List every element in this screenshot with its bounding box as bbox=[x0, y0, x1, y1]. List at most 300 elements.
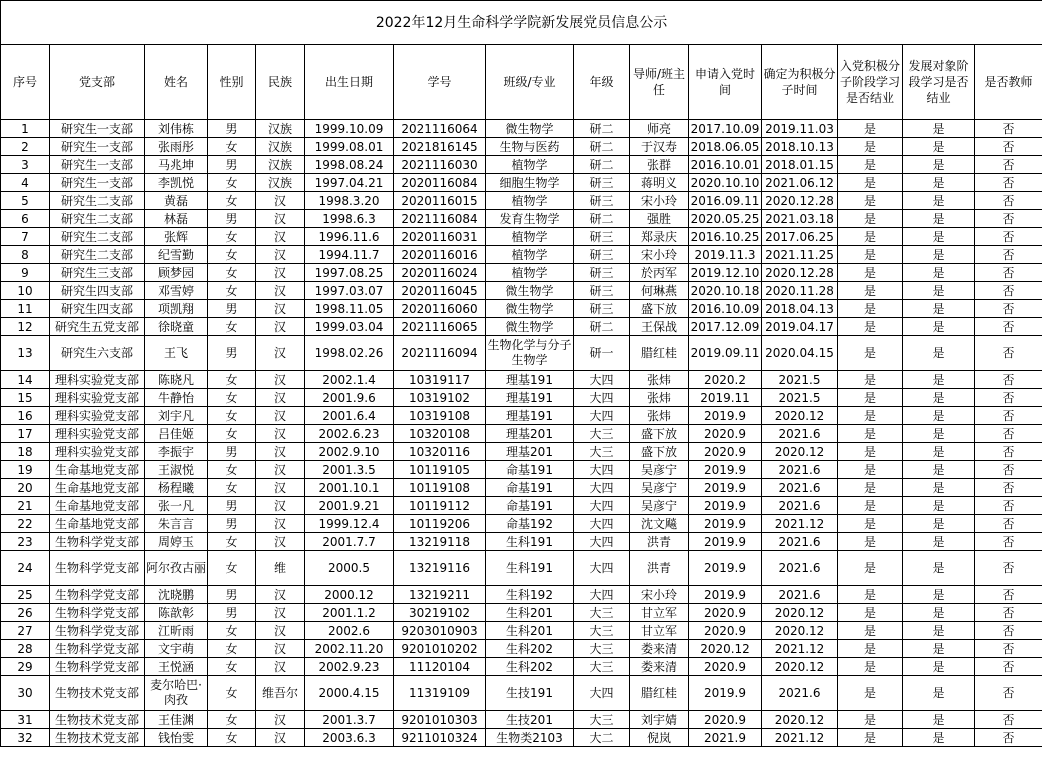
table-cell: 汉 bbox=[256, 586, 305, 604]
table-cell: 甘立军 bbox=[630, 604, 689, 622]
table-cell: 顾梦园 bbox=[145, 264, 208, 282]
table-cell: 9203010903 bbox=[394, 622, 486, 640]
table-row bbox=[1, 246, 1042, 264]
table-cell: 1997.08.25 bbox=[305, 264, 394, 282]
table-cell: 大四 bbox=[574, 497, 630, 515]
table-cell: 10319102 bbox=[394, 389, 486, 407]
table-cell: 是 bbox=[903, 443, 975, 461]
table-cell: 2000.5 bbox=[305, 551, 394, 586]
table-cell: 汉 bbox=[256, 622, 305, 640]
table-row bbox=[1, 443, 1042, 461]
table-cell: 2019.9 bbox=[689, 586, 762, 604]
table-cell: 女 bbox=[208, 658, 256, 676]
table-cell: 生物科学党支部 bbox=[50, 533, 145, 551]
table-cell: 汉族 bbox=[256, 156, 305, 174]
table-cell: 汉 bbox=[256, 246, 305, 264]
table-cell: 陈晓凡 bbox=[145, 371, 208, 389]
table-cell: 否 bbox=[975, 586, 1042, 604]
table-cell: 研究生二支部 bbox=[50, 246, 145, 264]
table-cell: 2019.9 bbox=[689, 676, 762, 711]
table-cell: 是 bbox=[903, 389, 975, 407]
table-cell: 2000.4.15 bbox=[305, 676, 394, 711]
header-cell: 班级/专业 bbox=[486, 45, 574, 120]
table-cell: 汉 bbox=[256, 729, 305, 747]
table-cell: 否 bbox=[975, 551, 1042, 586]
table-cell: 2019.04.17 bbox=[762, 318, 838, 336]
header-cell: 年级 bbox=[574, 45, 630, 120]
table-cell: 汉 bbox=[256, 515, 305, 533]
table-cell: 2019.9 bbox=[689, 407, 762, 425]
table-cell: 研究生一支部 bbox=[50, 174, 145, 192]
table-cell: 研究生四支部 bbox=[50, 282, 145, 300]
table-cell: 汉族 bbox=[256, 120, 305, 138]
table-cell: 甘立军 bbox=[630, 622, 689, 640]
table-cell: 是 bbox=[838, 515, 903, 533]
table-cell: 王飞 bbox=[145, 336, 208, 371]
table-cell: 否 bbox=[975, 604, 1042, 622]
table-cell: 理基191 bbox=[486, 407, 574, 425]
table-row bbox=[1, 461, 1042, 479]
table-cell: 2020.12 bbox=[762, 407, 838, 425]
table-cell: 2016.09.11 bbox=[689, 192, 762, 210]
table-cell: 郑录庆 bbox=[630, 228, 689, 246]
table-cell: 生物科学党支部 bbox=[50, 658, 145, 676]
table-cell: 1999.12.4 bbox=[305, 515, 394, 533]
table-cell: 2021116084 bbox=[394, 210, 486, 228]
table-cell: 8 bbox=[1, 246, 50, 264]
table-cell: 是 bbox=[838, 407, 903, 425]
table-cell: 汉 bbox=[256, 640, 305, 658]
table-cell: 10319117 bbox=[394, 371, 486, 389]
table-cell: 9211010324 bbox=[394, 729, 486, 747]
table-cell: 否 bbox=[975, 407, 1042, 425]
table-cell: 生物类2103 bbox=[486, 729, 574, 747]
table-cell: 11 bbox=[1, 300, 50, 318]
table-cell: 2021.06.12 bbox=[762, 174, 838, 192]
table-cell: 刘宇婧 bbox=[630, 711, 689, 729]
table-cell: 10320116 bbox=[394, 443, 486, 461]
table-cell: 是 bbox=[903, 192, 975, 210]
table-cell: 是 bbox=[838, 551, 903, 586]
table-cell: 2021.6 bbox=[762, 676, 838, 711]
table-cell: 研究生一支部 bbox=[50, 138, 145, 156]
table-cell: 否 bbox=[975, 210, 1042, 228]
table-cell: 否 bbox=[975, 246, 1042, 264]
table-cell: 王佳渊 bbox=[145, 711, 208, 729]
table-cell: 于汉寿 bbox=[630, 138, 689, 156]
table-cell: 10320108 bbox=[394, 425, 486, 443]
table-cell: 否 bbox=[975, 711, 1042, 729]
table-cell: 是 bbox=[903, 282, 975, 300]
table-cell: 微生物学 bbox=[486, 282, 574, 300]
table-cell: 张雨彤 bbox=[145, 138, 208, 156]
table-cell: 是 bbox=[838, 622, 903, 640]
table-cell: 是 bbox=[903, 551, 975, 586]
table-cell: 是 bbox=[903, 533, 975, 551]
table-cell: 研二 bbox=[574, 318, 630, 336]
header-cell: 是否教师 bbox=[975, 45, 1042, 120]
table-cell: 2020.2 bbox=[689, 371, 762, 389]
table-cell: 汉族 bbox=[256, 138, 305, 156]
table-cell: 2020.12 bbox=[762, 622, 838, 640]
table-cell: 2020.9 bbox=[689, 425, 762, 443]
header-cell: 性别 bbox=[208, 45, 256, 120]
table-cell: 汉族 bbox=[256, 174, 305, 192]
table-cell: 男 bbox=[208, 210, 256, 228]
table-cell: 是 bbox=[903, 228, 975, 246]
table-cell: 生命基地党支部 bbox=[50, 479, 145, 497]
table-cell: 22 bbox=[1, 515, 50, 533]
table-cell: 汉 bbox=[256, 461, 305, 479]
table-cell: 是 bbox=[838, 497, 903, 515]
table-cell: 汉 bbox=[256, 192, 305, 210]
table-cell: 2 bbox=[1, 138, 50, 156]
table-cell: 生科202 bbox=[486, 658, 574, 676]
table-cell: 2020.11.28 bbox=[762, 282, 838, 300]
table-cell: 2021.12 bbox=[762, 729, 838, 747]
table-cell: 生科201 bbox=[486, 622, 574, 640]
table-cell: 2001.7.7 bbox=[305, 533, 394, 551]
table-cell: 否 bbox=[975, 622, 1042, 640]
table-cell: 文宇萌 bbox=[145, 640, 208, 658]
table-cell: 2001.9.6 bbox=[305, 389, 394, 407]
table-cell: 否 bbox=[975, 318, 1042, 336]
table-cell: 是 bbox=[838, 228, 903, 246]
table-cell: 是 bbox=[903, 676, 975, 711]
header-row bbox=[1, 45, 1042, 120]
table-cell: 强胜 bbox=[630, 210, 689, 228]
table-cell: 微生物学 bbox=[486, 300, 574, 318]
table-cell: 2021116094 bbox=[394, 336, 486, 371]
table-cell: 女 bbox=[208, 711, 256, 729]
table-cell: 1998.02.26 bbox=[305, 336, 394, 371]
table-cell: 倪岚 bbox=[630, 729, 689, 747]
table-cell: 大三 bbox=[574, 711, 630, 729]
table-cell: 吴彦宁 bbox=[630, 461, 689, 479]
table-cell: 9 bbox=[1, 264, 50, 282]
table-cell: 30 bbox=[1, 676, 50, 711]
table-cell: 13219116 bbox=[394, 551, 486, 586]
table-cell: 2020116015 bbox=[394, 192, 486, 210]
table-cell: 否 bbox=[975, 461, 1042, 479]
table-cell: 研一 bbox=[574, 336, 630, 371]
table-cell: 否 bbox=[975, 174, 1042, 192]
table-cell: 20 bbox=[1, 479, 50, 497]
table-cell: 刘宇凡 bbox=[145, 407, 208, 425]
table-cell: 15 bbox=[1, 389, 50, 407]
table-cell: 是 bbox=[903, 604, 975, 622]
table-cell: 2002.9.23 bbox=[305, 658, 394, 676]
table-cell: 汉 bbox=[256, 604, 305, 622]
table-cell: 大四 bbox=[574, 533, 630, 551]
table-cell: 1997.03.07 bbox=[305, 282, 394, 300]
table-cell: 研三 bbox=[574, 246, 630, 264]
table-cell: 19 bbox=[1, 461, 50, 479]
table-cell: 生物科学党支部 bbox=[50, 551, 145, 586]
table-row bbox=[1, 389, 1042, 407]
table-cell: 研究生二支部 bbox=[50, 228, 145, 246]
table-row bbox=[1, 174, 1042, 192]
table-cell: 2001.6.4 bbox=[305, 407, 394, 425]
table-cell: 细胞生物学 bbox=[486, 174, 574, 192]
table-cell: 腊红桂 bbox=[630, 336, 689, 371]
table-cell: 女 bbox=[208, 425, 256, 443]
table-cell: 盛下放 bbox=[630, 425, 689, 443]
table-cell: 命基191 bbox=[486, 479, 574, 497]
table-cell: 研三 bbox=[574, 174, 630, 192]
table-cell: 生命基地党支部 bbox=[50, 515, 145, 533]
table-cell: 腊红桂 bbox=[630, 676, 689, 711]
table-cell: 生物科学党支部 bbox=[50, 622, 145, 640]
table-cell: 2020.9 bbox=[689, 604, 762, 622]
table-cell: 发育生物学 bbox=[486, 210, 574, 228]
table-cell: 生物技术党支部 bbox=[50, 711, 145, 729]
table-cell: 2018.10.13 bbox=[762, 138, 838, 156]
table-cell: 男 bbox=[208, 497, 256, 515]
header-cell: 出生日期 bbox=[305, 45, 394, 120]
table-cell: 28 bbox=[1, 640, 50, 658]
table-cell: 9201010202 bbox=[394, 640, 486, 658]
table-cell: 生物化学与分子生物学 bbox=[486, 336, 574, 371]
table-cell: 2017.06.25 bbox=[762, 228, 838, 246]
table-cell: 2020.9 bbox=[689, 658, 762, 676]
table-cell: 25 bbox=[1, 586, 50, 604]
table-cell: 女 bbox=[208, 622, 256, 640]
table-cell: 汉 bbox=[256, 479, 305, 497]
table-cell: 研究生三支部 bbox=[50, 264, 145, 282]
table-cell: 2021.5 bbox=[762, 389, 838, 407]
table-cell: 研二 bbox=[574, 210, 630, 228]
table-cell: 女 bbox=[208, 264, 256, 282]
table-cell: 沈晓鹏 bbox=[145, 586, 208, 604]
table-cell: 2001.1.2 bbox=[305, 604, 394, 622]
table-cell: 2020.12 bbox=[762, 604, 838, 622]
table-cell: 宋小玲 bbox=[630, 192, 689, 210]
table-cell: 2002.6.23 bbox=[305, 425, 394, 443]
table-cell: 女 bbox=[208, 318, 256, 336]
table-cell: 2020.12 bbox=[762, 711, 838, 729]
table-cell: 大四 bbox=[574, 551, 630, 586]
table-cell: 汉 bbox=[256, 389, 305, 407]
table-cell: 2021.11.25 bbox=[762, 246, 838, 264]
table-cell: 2020.9 bbox=[689, 711, 762, 729]
table-row bbox=[1, 300, 1042, 318]
table-cell: 张一凡 bbox=[145, 497, 208, 515]
table-cell: 是 bbox=[838, 479, 903, 497]
table-cell: 大四 bbox=[574, 479, 630, 497]
table-cell: 研究生一支部 bbox=[50, 156, 145, 174]
table-cell: 10 bbox=[1, 282, 50, 300]
table-cell: 女 bbox=[208, 228, 256, 246]
table-cell: 生技191 bbox=[486, 676, 574, 711]
table-row bbox=[1, 120, 1042, 138]
table-cell: 2002.11.20 bbox=[305, 640, 394, 658]
table-cell: 18 bbox=[1, 443, 50, 461]
table-cell: 马兆坤 bbox=[145, 156, 208, 174]
table-cell: 17 bbox=[1, 425, 50, 443]
table-cell: 否 bbox=[975, 389, 1042, 407]
table-cell: 王保战 bbox=[630, 318, 689, 336]
table-cell: 汉 bbox=[256, 336, 305, 371]
table-cell: 刘伟栋 bbox=[145, 120, 208, 138]
table-cell: 2021116065 bbox=[394, 318, 486, 336]
table-cell: 是 bbox=[838, 729, 903, 747]
table-cell: 2021.9 bbox=[689, 729, 762, 747]
table-cell: 研二 bbox=[574, 120, 630, 138]
table-cell: 2021116030 bbox=[394, 156, 486, 174]
table-cell: 是 bbox=[903, 515, 975, 533]
table-cell: 1994.11.7 bbox=[305, 246, 394, 264]
table-cell: 植物学 bbox=[486, 246, 574, 264]
table-cell: 女 bbox=[208, 407, 256, 425]
table-cell: 命基191 bbox=[486, 497, 574, 515]
table-cell: 是 bbox=[903, 461, 975, 479]
table-cell: 是 bbox=[903, 407, 975, 425]
table-cell: 李振宇 bbox=[145, 443, 208, 461]
table-cell: 生命基地党支部 bbox=[50, 497, 145, 515]
table-cell: 盛下放 bbox=[630, 443, 689, 461]
table-cell: 1999.10.09 bbox=[305, 120, 394, 138]
table-cell: 生物科学党支部 bbox=[50, 640, 145, 658]
table-cell: 2020.04.15 bbox=[762, 336, 838, 371]
table-cell: 男 bbox=[208, 604, 256, 622]
header-cell: 民族 bbox=[256, 45, 305, 120]
table-cell: 2019.9 bbox=[689, 533, 762, 551]
table-cell: 生技201 bbox=[486, 711, 574, 729]
table-cell: 否 bbox=[975, 264, 1042, 282]
table-cell: 2020116060 bbox=[394, 300, 486, 318]
title-row bbox=[1, 1, 1042, 45]
table-cell: 4 bbox=[1, 174, 50, 192]
table-cell: 何琳燕 bbox=[630, 282, 689, 300]
table-cell: 是 bbox=[903, 622, 975, 640]
table-cell: 2018.06.05 bbox=[689, 138, 762, 156]
table-cell: 是 bbox=[838, 676, 903, 711]
table-cell: 女 bbox=[208, 192, 256, 210]
table-cell: 研究生二支部 bbox=[50, 192, 145, 210]
table-cell: 是 bbox=[903, 586, 975, 604]
table-cell: 生物与医药 bbox=[486, 138, 574, 156]
table-cell: 32 bbox=[1, 729, 50, 747]
table-cell: 是 bbox=[903, 425, 975, 443]
table-cell: 是 bbox=[903, 174, 975, 192]
table-cell: 命基191 bbox=[486, 461, 574, 479]
table-cell: 2020.12 bbox=[762, 658, 838, 676]
table-cell: 2019.9 bbox=[689, 497, 762, 515]
table-cell: 1 bbox=[1, 120, 50, 138]
table-cell: 是 bbox=[903, 336, 975, 371]
table-cell: 2017.12.09 bbox=[689, 318, 762, 336]
table-cell: 生物科学党支部 bbox=[50, 604, 145, 622]
table-cell: 汉 bbox=[256, 658, 305, 676]
table-cell: 女 bbox=[208, 479, 256, 497]
table-cell: 否 bbox=[975, 282, 1042, 300]
table-row bbox=[1, 156, 1042, 174]
table-cell: 钱怡雯 bbox=[145, 729, 208, 747]
table-cell: 是 bbox=[838, 461, 903, 479]
table-cell: 研三 bbox=[574, 228, 630, 246]
table-cell: 2016.10.01 bbox=[689, 156, 762, 174]
table-cell: 2019.9 bbox=[689, 515, 762, 533]
table-cell: 否 bbox=[975, 443, 1042, 461]
header-cell: 确定为积极分子时间 bbox=[762, 45, 838, 120]
table-cell: 男 bbox=[208, 336, 256, 371]
table-cell: 理基201 bbox=[486, 443, 574, 461]
table-row bbox=[1, 264, 1042, 282]
table-cell: 10119206 bbox=[394, 515, 486, 533]
table-cell: 生物技术党支部 bbox=[50, 676, 145, 711]
table-cell: 女 bbox=[208, 640, 256, 658]
table-cell: 宋小玲 bbox=[630, 246, 689, 264]
table-cell: 13219211 bbox=[394, 586, 486, 604]
table-cell: 是 bbox=[838, 318, 903, 336]
table-cell: 女 bbox=[208, 461, 256, 479]
table-cell: 江昕雨 bbox=[145, 622, 208, 640]
table-cell: 生科191 bbox=[486, 533, 574, 551]
table-cell: 27 bbox=[1, 622, 50, 640]
table-cell: 维吾尔 bbox=[256, 676, 305, 711]
table-cell: 2000.12 bbox=[305, 586, 394, 604]
table-cell: 否 bbox=[975, 371, 1042, 389]
table-cell: 是 bbox=[838, 264, 903, 282]
table-row bbox=[1, 676, 1042, 711]
table-cell: 2017.10.09 bbox=[689, 120, 762, 138]
table-cell: 是 bbox=[903, 711, 975, 729]
table-cell: 是 bbox=[838, 425, 903, 443]
table-cell: 研二 bbox=[574, 138, 630, 156]
table-cell: 否 bbox=[975, 658, 1042, 676]
table-cell: 理科实验党支部 bbox=[50, 389, 145, 407]
table-cell: 盛下放 bbox=[630, 300, 689, 318]
table-cell: 2019.11 bbox=[689, 389, 762, 407]
table-cell: 2021.6 bbox=[762, 425, 838, 443]
table-cell: 微生物学 bbox=[486, 318, 574, 336]
table-cell: 2001.10.1 bbox=[305, 479, 394, 497]
table-cell: 张炜 bbox=[630, 371, 689, 389]
table-cell: 命基192 bbox=[486, 515, 574, 533]
table-cell: 2020116084 bbox=[394, 174, 486, 192]
table-cell: 否 bbox=[975, 729, 1042, 747]
table-cell: 汉 bbox=[256, 407, 305, 425]
table-cell: 11120104 bbox=[394, 658, 486, 676]
table-cell: 是 bbox=[838, 210, 903, 228]
table-cell: 沈文飚 bbox=[630, 515, 689, 533]
table-cell: 否 bbox=[975, 300, 1042, 318]
table-cell: 13219118 bbox=[394, 533, 486, 551]
table-cell: 1998.3.20 bbox=[305, 192, 394, 210]
table-cell: 13 bbox=[1, 336, 50, 371]
table-cell: 1999.03.04 bbox=[305, 318, 394, 336]
table-cell: 否 bbox=[975, 120, 1042, 138]
table-cell: 2020.12 bbox=[762, 443, 838, 461]
table-cell: 1998.11.05 bbox=[305, 300, 394, 318]
table-cell: 2020.05.25 bbox=[689, 210, 762, 228]
table-cell: 大二 bbox=[574, 729, 630, 747]
table-cell: 1997.04.21 bbox=[305, 174, 394, 192]
table-cell: 否 bbox=[975, 228, 1042, 246]
table-cell: 牛静怡 bbox=[145, 389, 208, 407]
table-cell: 男 bbox=[208, 443, 256, 461]
table-cell: 是 bbox=[838, 640, 903, 658]
table-cell: 11319109 bbox=[394, 676, 486, 711]
table-cell: 研究生四支部 bbox=[50, 300, 145, 318]
table-cell: 21 bbox=[1, 497, 50, 515]
table-cell: 2019.11.3 bbox=[689, 246, 762, 264]
table-cell: 大三 bbox=[574, 658, 630, 676]
table-cell: 是 bbox=[838, 156, 903, 174]
table-cell: 大三 bbox=[574, 640, 630, 658]
table-cell: 蒋明义 bbox=[630, 174, 689, 192]
